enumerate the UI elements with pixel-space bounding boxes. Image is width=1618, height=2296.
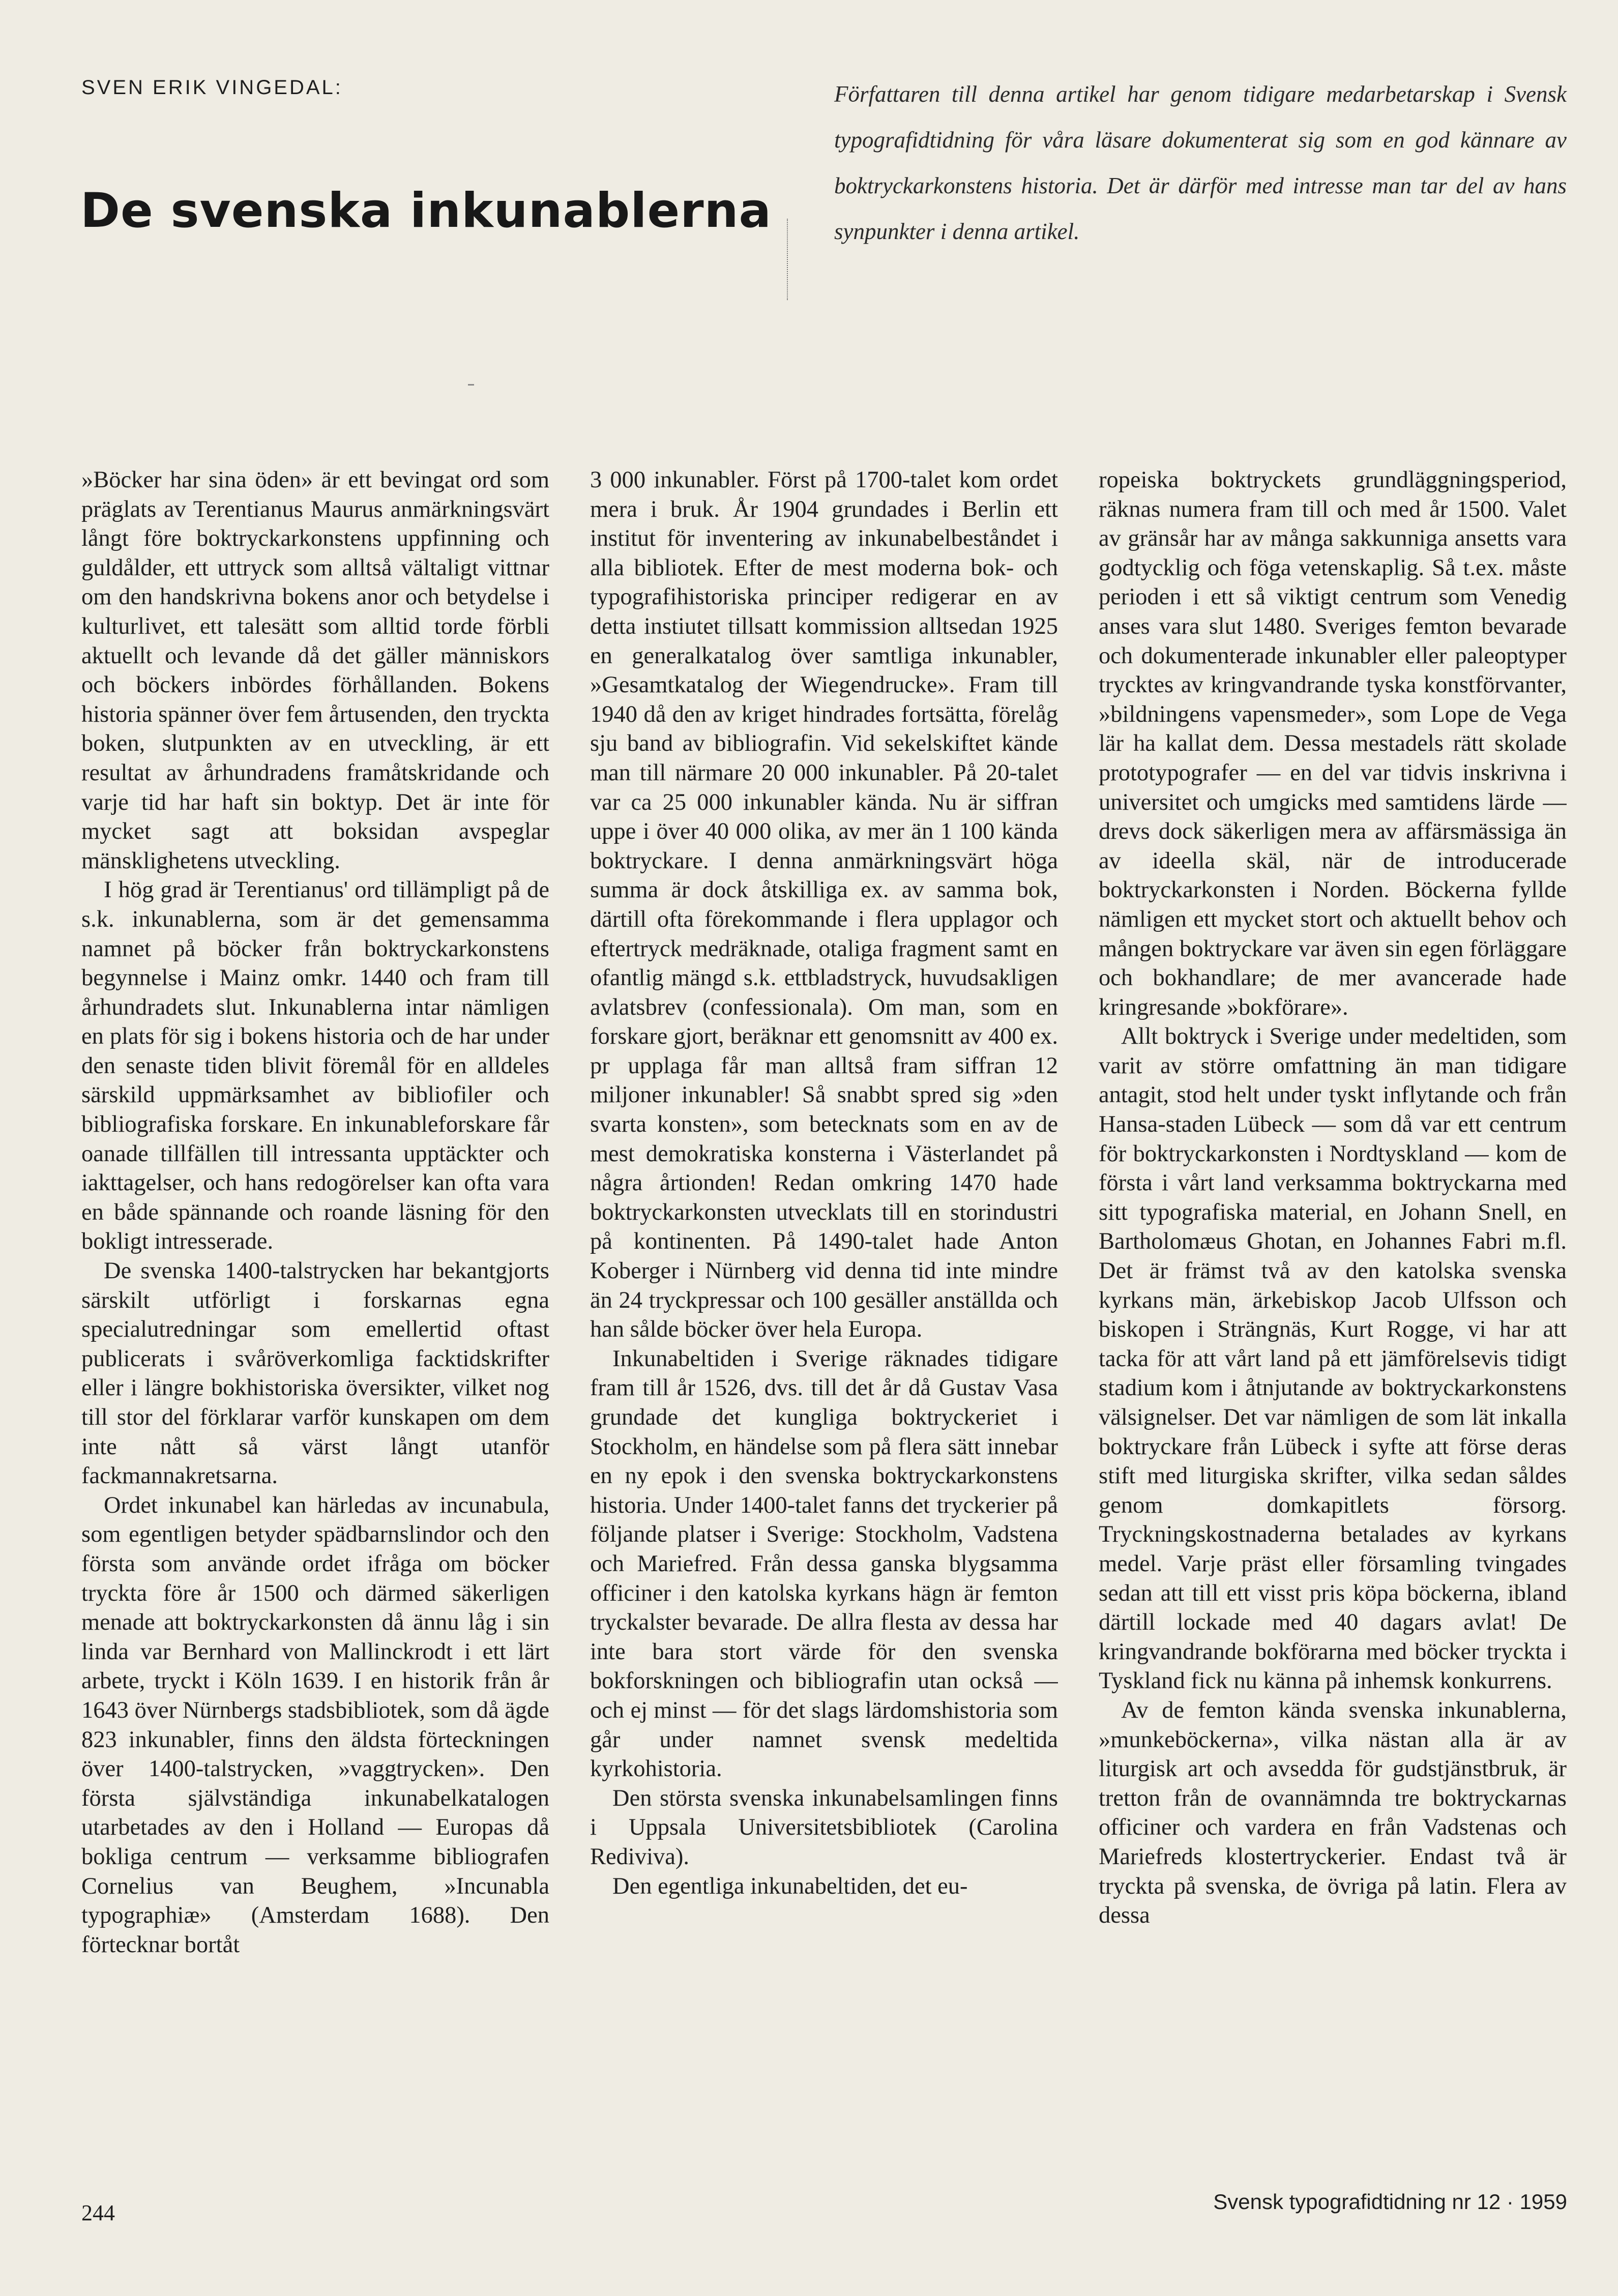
text-column-3 [1099, 465, 1567, 2129]
text-cursor-marker [787, 219, 789, 300]
paragraph: 3 000 inkunabler. Först på 1700-talet kom ordet mera i bruk. År 1904 grundades i Berlin ett institut för inventering av inkunabelbeståndet i alla bibliotek. Efter de mest moderna bok- och typografihistoriska principer redigerar en av detta instiutet tillsatt kommission alltsedan 1925 en generalkatalog över samtliga inkunabler, »Gesamtkatalog der Wiegendrucke». Fram till 1940 då den av kriget hindrades fortsätta, förelåg sju band av bibliografin. Vid sekelskiftet kände man till närmare 20 000 inkunabler. På 20-talet var ca 25 000 inkunabler kända. Nu är siffran uppe i över 40 000 olika, av mer än 1 100 kända boktryckare. I denna anmärkningsvärt höga summa är dock åtskilliga ex. av samma bok, därtill ofta förekommande i flera upplagor och eftertryck medräknade, otaliga fragment samt en ofantlig mängd s.k. ettbladstryck, huvudsakligen avlatsbrev (confessionala). Om man, som en forskare gjort, beräknar ett genomsnitt av 400 ex. pr upplaga får man alltså fram siffran 12 miljoner inkunabler! Så snabbt spred sig »den svarta konsten», som betecknats som en av de mest demokratiska konsterna i Västerlandet på några årtionden! Redan omkring 1470 hade boktryckarkonsten utvecklats till en storindustri på kontinenten. På 1490-talet hade Anton Koberger i Nürnberg vid denna tid inte mindre än 24 tryckpressar och 100 gesäller anställda och han sålde böcker över hela Europa. [590, 467, 1058, 1343]
paragraph: Den största svenska inkunabelsamlingen finns i Uppsala Universitetsbibliotek (Carolina Rediviva). [590, 1785, 1058, 1870]
article-intro: Författaren till denna artikel har genom tidigare medarbetarskap i Svensk typografidtidning för våra läsare dokumenterat sig som en god kännare av boktryckarkonstens historia. Det är därför med intresse man tar del av hans synpunkter i denna artikel. [834, 81, 1567, 244]
text-column-2 [590, 465, 1058, 2129]
author-byline: SVEN ERIK VINGEDAL: [81, 76, 343, 99]
paragraph: Ordet inkunabel kan härledas av incunabula, som egentligen betyder spädbarnslindor och den första som använde ordet ifråga om böcker tryckta före år 1500 och därmed säkerligen menade att boktryckarkonsten då ännu låg i sin linda var Bernhard von Mallinckrodt i ett lärt arbete, tryckt i Köln 1639. I en historik från år 1643 över Nürnbergs stadsbibliotek, som då ägde 823 inkunabler, finns den äldsta förteckningen över 1400-talstrycken, »vaggtrycken». Den första självständiga inkunabelkatalogen utarbetades av den i Holland — Europas då bokliga centrum — verksamme bibliografen Cornelius van Beughem, »Incunabla typographiæ» (Amsterdam 1688). Den förtecknar bortåt [81, 1492, 549, 1958]
paragraph: Allt boktryck i Sverige under medeltiden, som varit av större omfattning än man tidigare antagit, stod helt under tyskt inflytande och från Hansa-staden Lübeck — som då var ett centrum för boktryckarkonsten i Nordtyskland — kom de första i vårt land verksamma boktryckarna med sitt typografiska material, en Johann Snell, en Bartholomæus Ghotan, en Johannes Fabri m.fl. Det är främst två av den katolska svenska kyrkans män, ärkebiskop Jacob Ulfsson och biskopen i Strängnäs, Kurt Rogge, vi har att tacka för att vårt land på ett jämförelsevis tidigt stadium kom i åtnjutande av boktryckarkonstens välsignelser. Det var nämligen de som lät inkalla boktryckare från Lübeck i syfte att förse deras stift med liturgiska skrifter, vilka sedan såldes genom domkapitlets försorg. Tryckningskostnaderna betalades av kyrkans medel. Varje präst eller församling tvingades sedan att till ett visst pris köpa böckerna, ibland därtill lockade med 40 dagars avlat! De kringvandrande bokförarna med böcker tryckta i Tyskland fick nu känna på inhemsk konkurrens. [1099, 1023, 1567, 1694]
magazine-issue: Svensk typografidtidning nr 12 · 1959 [1213, 2190, 1567, 2214]
paragraph: ropeiska boktryckets grundläggningsperiod, räknas numera fram till och med år 1500. Valet av gränsår har av många sakkunniga ansetts vara godtycklig och föga vetenskaplig. Så t.ex. måste perioden i ett så viktigt centrum som Venedig anses vara slut 1480. Sveriges femton bevarade och dokumenterade inkunabler eller paleoptyper trycktes av kringvandrande tyska konstförvanter, »bildningens vapensmeder», som Lope de Vega lär ha kallat dem. Dessa mestadels rätt skolade prototypografer — en del var tidvis inskrivna i universitet och umgicks med samtidens lärde — drevs dock säkerligen mera av affärsmässiga än av ideella skäl, när de introducerade boktryckarkonsten i Norden. Böckerna fyllde nämligen ett mycket stort och aktuellt behov och mången boktryckare var även sin egen förläggare och bokhandlare; de mer avancerade hade kringresande »bokförare». [1099, 467, 1567, 1020]
article-body [81, 465, 1567, 2129]
article-title: De svenska inkunablerna [80, 183, 772, 239]
paragraph: I hög grad är Terentianus' ord tillämpligt på de s.k. inkunablerna, som är det gemensamma namnet på böcker från boktryckarkonstens begynnelse i Mainz omkr. 1440 och fram till århundradets slut. Inkunablerna intar nämligen en plats för sig i bokens historia och de har under den senaste tiden blivit föremål för en alldeles särskild uppmärksamhet av bibliofiler och bibliografiska forskare. En inkunableforskare får oanade tillfällen till intressanta upptäckter och iakttagelser, och hans redogörelser kan ofta vara en både spännande och roande läsning för den bokligt intresserade. [81, 877, 549, 1255]
paragraph: Den egentliga inkunabeltiden, det eu- [612, 1873, 968, 1899]
text-column-1 [81, 465, 549, 2129]
paragraph: Inkunabeltiden i Sverige räknades tidigare fram till år 1526, dvs. till det år då Gustav Vasa grundade det kungliga boktryckeriet i Stockholm, en händelse som på flera sätt innebar en ny epok i den svenska boktryckarkonstens historia. Under 1400-talet fanns det tryckerier på följande platser i Sverige: Stockholm, Vadstena och Mariefred. Från dessa ganska blygsamma officiner i den katolska kyrkans hägn är femton tryckalster bevarade. De allra flesta av dessa har inte bara stort värde för den svenska bokforskningen och bibliografin utan också — och ej minst — för det slags lärdomshistoria som går under namnet svensk medeltida kyrkohistoria. [590, 1345, 1058, 1782]
page-number: 244 [81, 2200, 115, 2225]
decorative-mark [468, 384, 474, 386]
paragraph: »Böcker har sina öden» är ett bevingat ord som präglats av Terentianus Maurus anmärkningsvärt långt före boktryckarkonstens uppfinning och guldålder, ett uttryck som alltså vältaligt vittnar om den handskrivna bokens anor och betydelse i kulturlivet, ett talesätt som alltid torde förbli aktuellt och levande då det gäller människors och böckers inbördes förhållanden. Bokens historia spänner över fem årtusenden, den tryckta boken, slutpunkten av en utveckling, är ett resultat av århundradens framåtskridande och varje tid har haft sin boktyp. Det är inte för mycket sagt att boksidan avspeglar mänsklighetens utveckling. [81, 467, 549, 874]
paragraph: De svenska 1400-talstrycken har bekantgjorts särskilt utförligt i forskarnas egna specialutredningar som emellertid oftast publicerats i svåröverkomliga facktidskrifter eller i längre bokhistoriska översikter, vilket nog till stor del förklarar varför kunskapen om dem inte nått så värst långt utanför fackmannakretsarna. [81, 1258, 549, 1489]
paragraph: Av de femton kända svenska inkunablerna, »munkeböckerna», vilka nästan alla är av liturgisk art och avsedda för gudstjänstbruk, är tretton från de ovannämnda tre boktryckarnas officiner och vardera en från Vadstenas och Mariefreds klostertryckerier. Endast två är tryckta på svenska, de övriga på latin. Flera av dessa [1099, 1697, 1567, 1929]
